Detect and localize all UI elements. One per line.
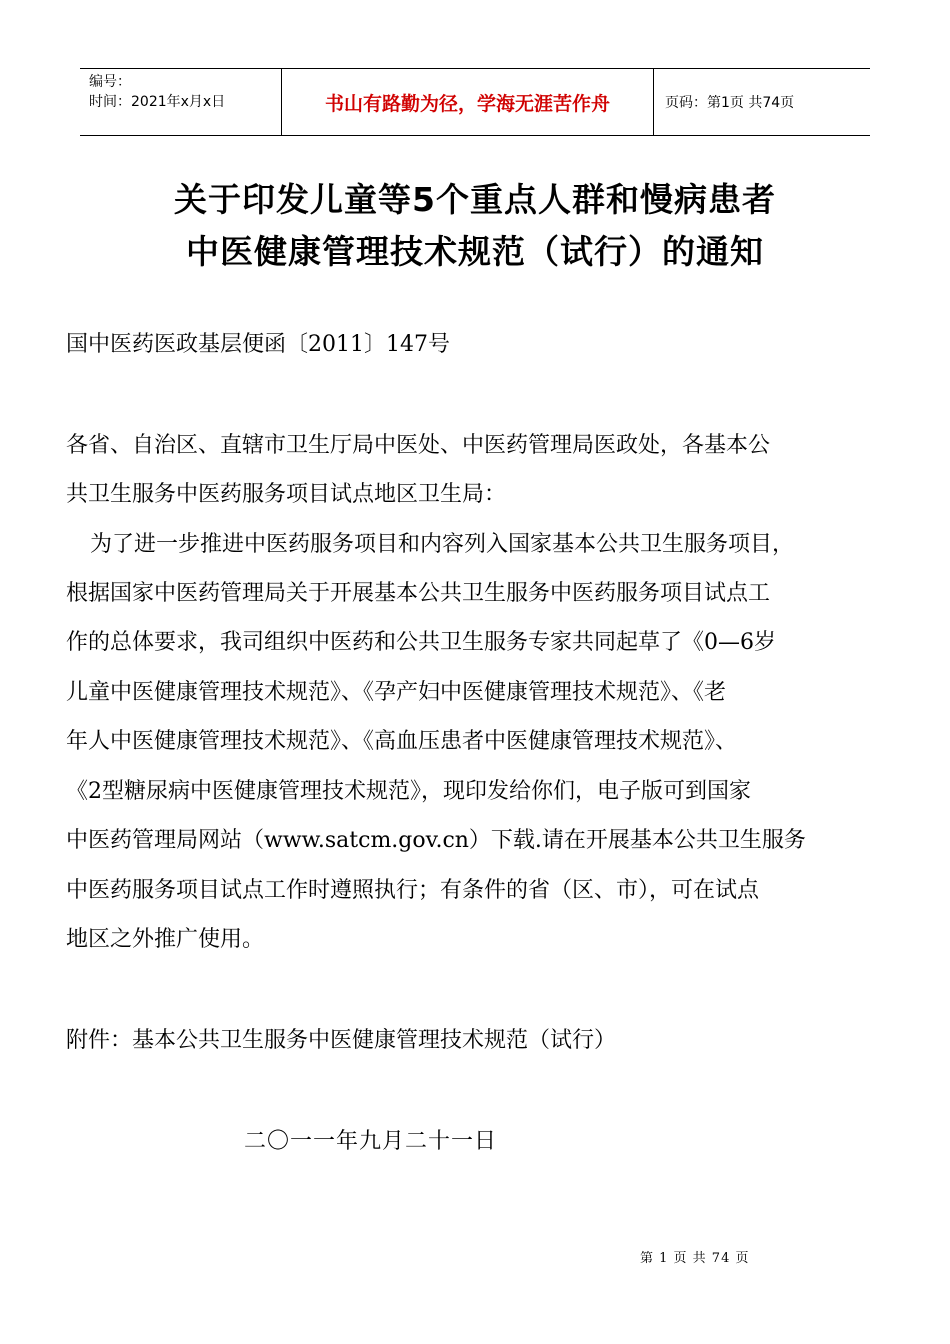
body-line-4: 儿童中医健康管理技术规范》、《孕产妇中医健康管理技术规范》、《老 xyxy=(66,680,727,705)
body-line-3: 作的总体要求，我司组织中医药和公共卫生服务专家共同起草了《0—6岁 xyxy=(66,630,776,655)
page-header xyxy=(80,68,870,136)
body-line-2: 根据国家中医药管理局关于开展基本公共卫生服务中医药服务项目试点工 xyxy=(66,581,771,606)
attachment-line: 附件：基本公共卫生服务中医健康管理技术规范（试行） xyxy=(66,1028,617,1053)
body-line-8: 中医药服务项目试点工作时遵照执行；有条件的省（区、市），可在试点 xyxy=(66,878,760,903)
body-line-1: 为了进一步推进中医药服务项目和内容列入国家基本公共卫生服务项目， xyxy=(90,532,795,557)
addressee-line-2: 共卫生服务中医药服务项目试点地区卫生局： xyxy=(66,482,507,507)
document-number: 国中医药医政基层便函〔2011〕147号 xyxy=(66,332,450,357)
addressee-line-1: 各省、自治区、直辖市卫生厅局中医处、中医药管理局医政处，各基本公 xyxy=(66,433,771,458)
motto: 书山有路勤为径，学海无涯苦作舟 xyxy=(282,69,654,135)
document-title-line-2: 中医健康管理技术规范（试行）的通知 xyxy=(186,232,764,271)
body-line-6: 《2型糖尿病中医健康管理技术规范》，现印发给你们，电子版可到国家 xyxy=(66,779,751,804)
body-line-9: 地区之外推广使用。 xyxy=(66,927,265,952)
issue-date: 二〇一一年九月二十一日 xyxy=(244,1129,498,1154)
number-label: 编号： xyxy=(89,74,131,90)
document-title-line-1: 关于印发儿童等5个重点人群和慢病患者 xyxy=(174,180,776,219)
page-info: 页码：第1页 共74页 xyxy=(665,95,795,111)
body-line-5: 年人中医健康管理技术规范》、《高血压患者中医健康管理技术规范》、 xyxy=(66,729,738,754)
header-meta-cell xyxy=(80,69,282,135)
body-line-7: 中医药管理局网站（www.satcm.gov.cn）下载.请在开展基本公共卫生服务 xyxy=(66,828,806,853)
time-label: 时间：2021年x月x日 xyxy=(89,94,226,110)
page-footer: 第 1 页 共 74 页 xyxy=(640,1251,750,1266)
